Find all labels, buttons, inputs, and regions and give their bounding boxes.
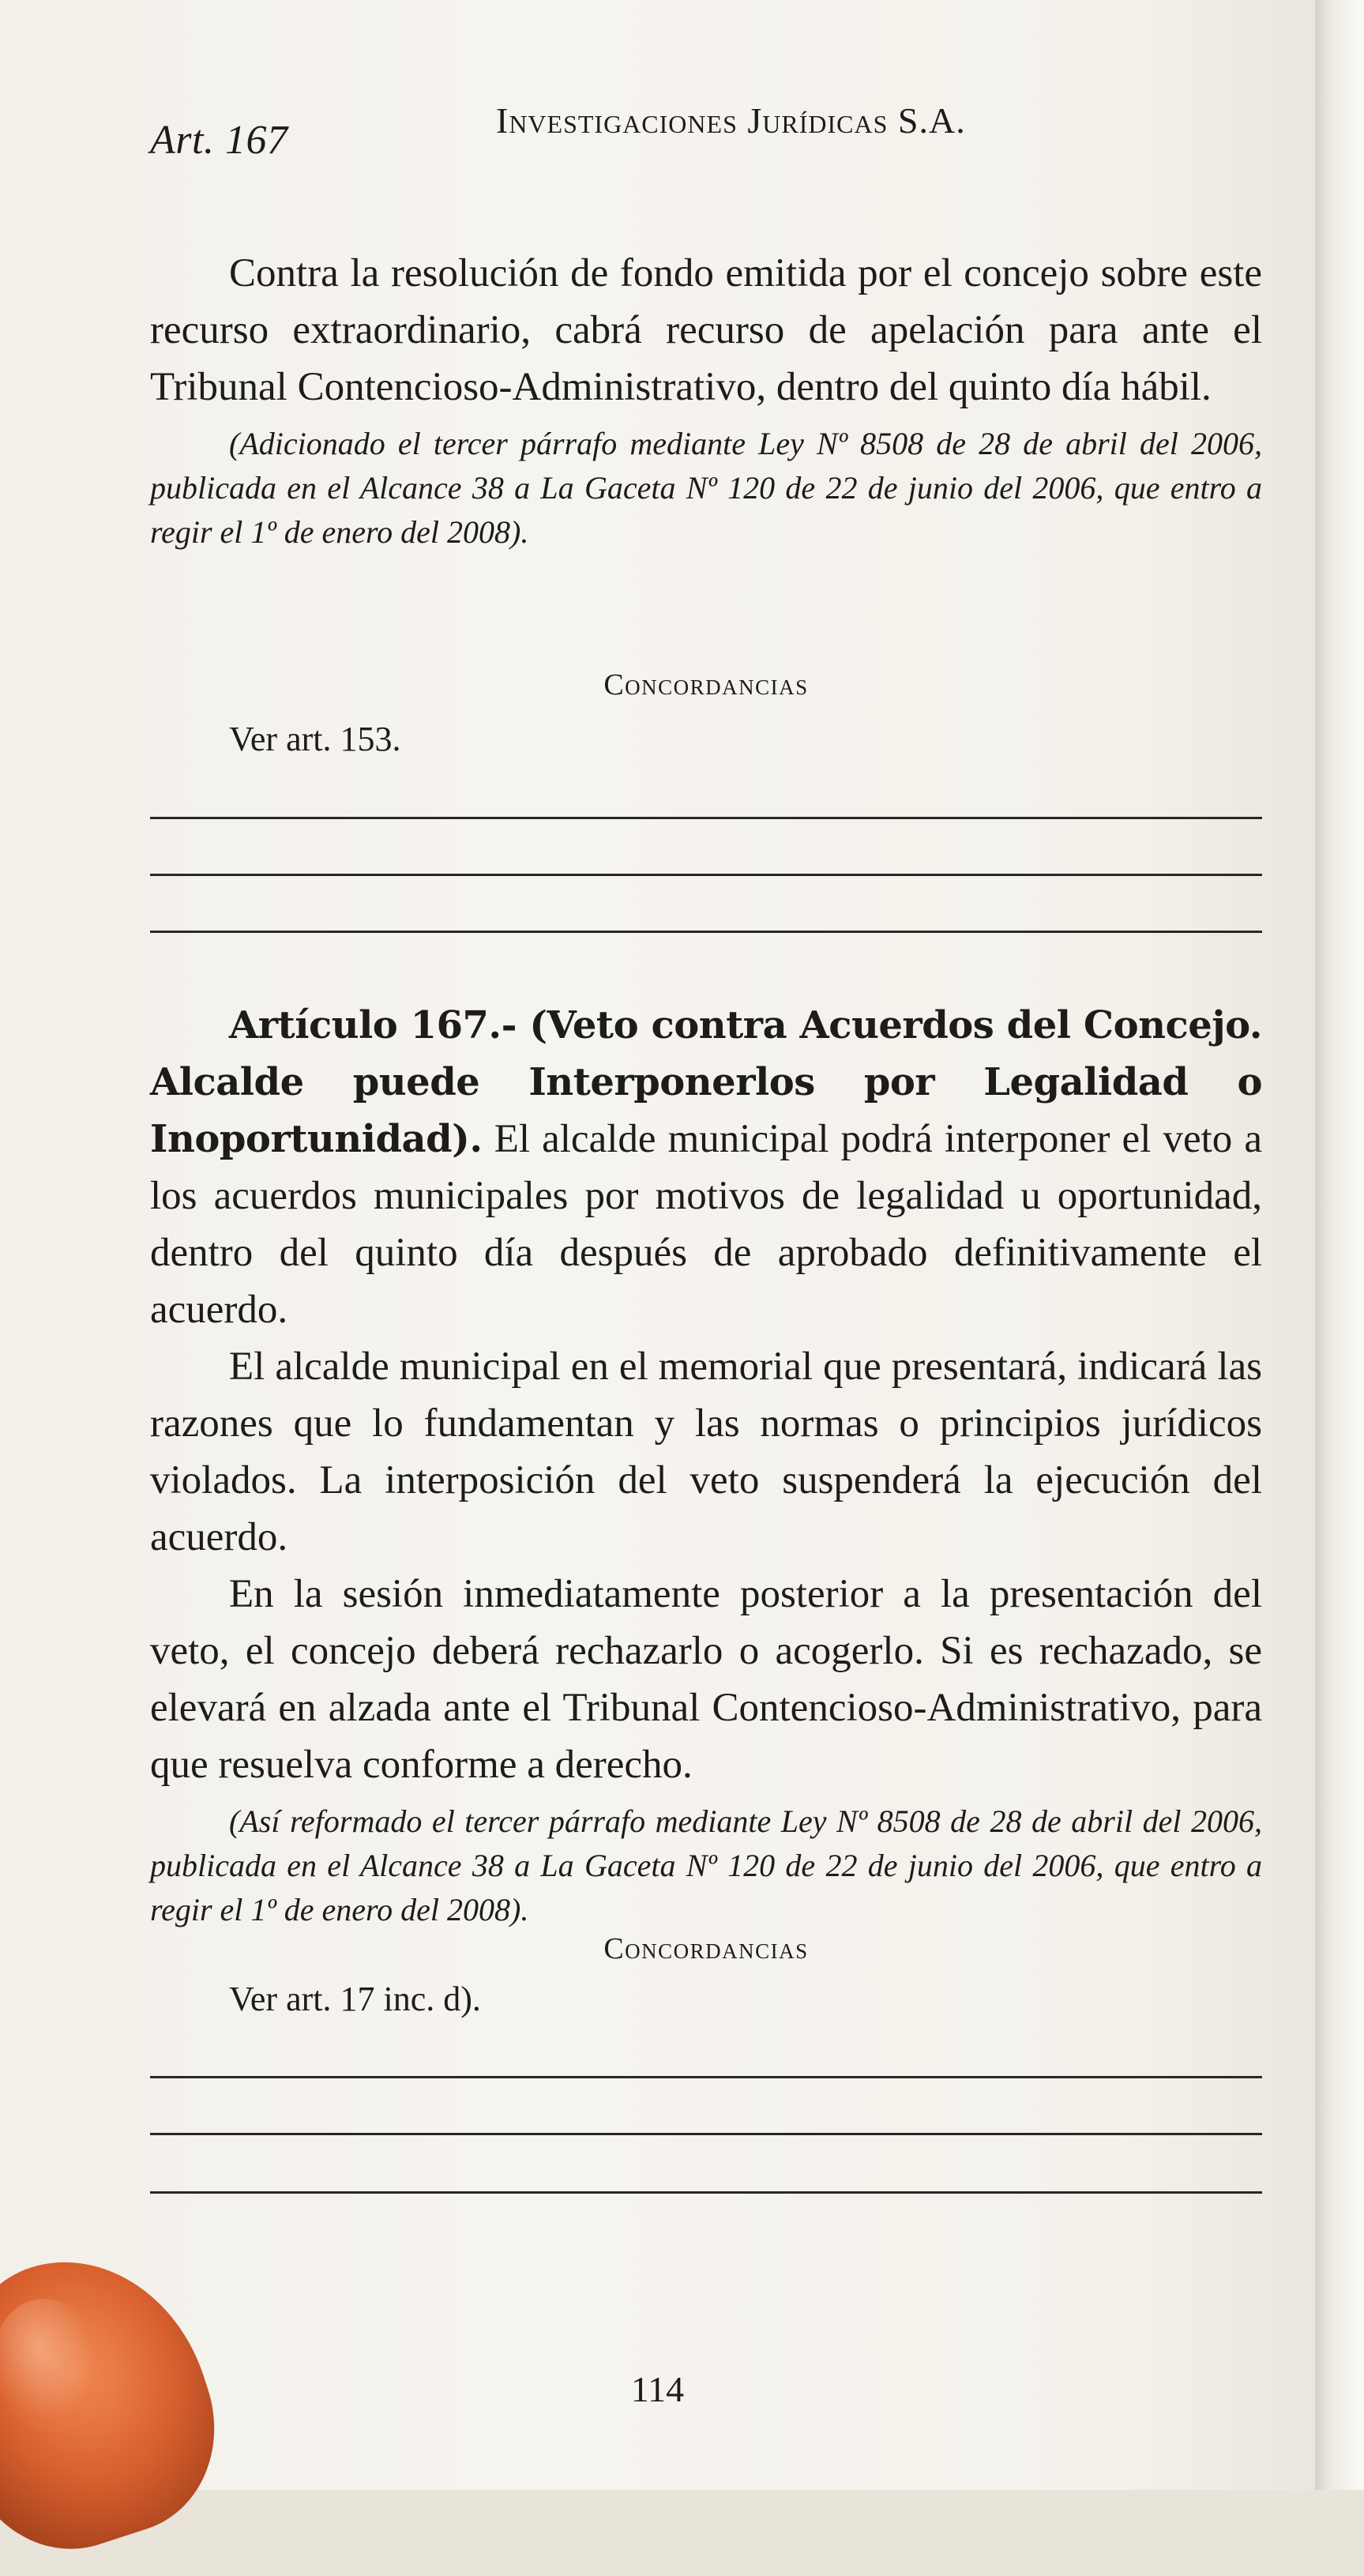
article-paragraph-3: En la sesión inmediatamente posterior a la presentación del veto, el concejo deberá rechazarlo o acogerlo. Si es rechazado, se elevará en alzada ante el Tribunal Contencioso-Administrativo, para que resuelva conforme a derecho. [150,1572,1262,1787]
top-section [150,245,1262,555]
notes-rule [150,817,1262,819]
concordancias-reference: Ver art. 153. [229,720,401,758]
amendment-note: (Así reformado el tercer párrafo mediante Ley Nº 8508 de 28 de abril del 2006, publicada en el Alcance 38 a La Gaceta Nº 120 de 22 de junio del 2006, que entro a regir el 1º de enero del 2008). [150,1803,1262,1927]
concordancias-block [150,668,1262,762]
thumb-holding-page [0,2227,243,2575]
body-paragraph: Contra la resolución de fondo emitida por el concejo sobre este recurso extraordinario, cabrá recurso de apelación para ante el Tribunal Contencioso-Administrativo, dentro del quinto día hábil. [150,251,1262,409]
article-paragraph-2: El alcalde municipal en el memorial que presentará, indicará las razones que lo fundamentan y las normas o principios jurídicos violados. La interposición del veto suspenderá la ejecución del acuerdo. [150,1344,1262,1559]
article-paragraph-1: El alcalde municipal podrá interponer el veto a los acuerdos municipales por motivos de legalidad u oportunidad, dentro del quinto día después de aprobado definitivamente el acuerdo. [150,1117,1263,1332]
article-heading-paragraph [150,997,1262,1338]
article-167 [150,997,1262,1932]
page-edge-shadow [1315,0,1364,2490]
concordancias-reference: Ver art. 17 inc. d). [229,1980,481,2018]
notes-rule [150,2076,1262,2078]
thumbnail-highlight [0,2284,124,2446]
notes-rule [150,874,1262,876]
notes-rule [150,931,1262,933]
running-head-publisher: Investigaciones Jurídicas S.A. [496,100,966,141]
notes-rule [150,2191,1262,2194]
article-heading: Artículo 167.- (Veto contra Acuerdos del Concejo. Alcalde puede Interponerlos por Legalidad o Inoportunidad). [150,1003,1262,1161]
concordancias-title: Concordancias [603,1932,809,1965]
running-head-article-ref: Art. 167 [150,118,288,163]
concordancias-title: Concordancias [603,668,809,701]
concordancias-block [150,1931,1262,2026]
notes-rule [150,2133,1262,2135]
amendment-note: (Adicionado el tercer párrafo mediante Ley Nº 8508 de 28 de abril del 2006, publicada en el Alcance 38 a La Gaceta Nº 120 de 22 de junio del 2006, que entro a regir el 1º de enero del 2008). [150,426,1262,550]
page-number: 114 [630,2369,685,2409]
